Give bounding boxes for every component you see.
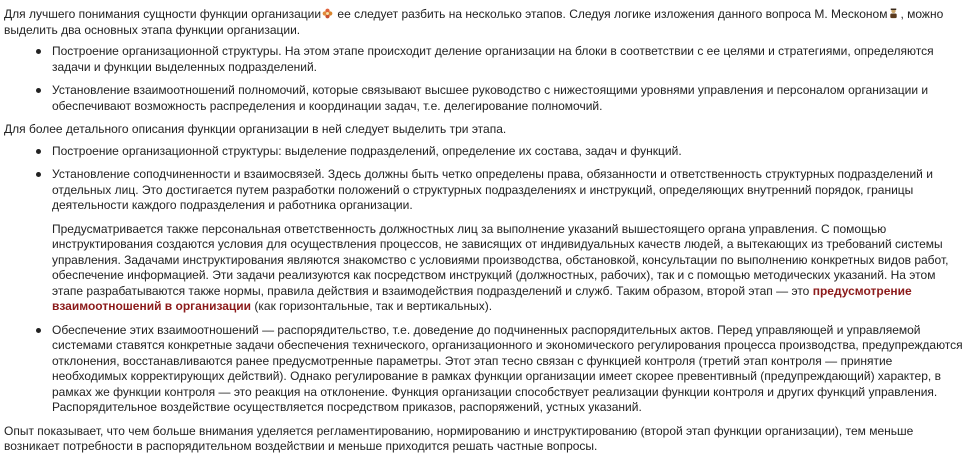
list-item-text: Установление соподчиненности и взаимосвязей. Здесь должны быть четко определены права, обязанности и ответственность структурных подразделений и отдельных лиц. Это достигается путем разработки положений о структурных подразделениях и инструкций, определяющих внутренний порядок, границы деятельности каждого подразделения и работника организации. <box>52 167 933 212</box>
intro-text-2: ее следует разбить на несколько этапов. Следуя логике изложения данного вопроса М. Месконом <box>334 7 888 21</box>
continuation-text: Предусматривается также персональная ответственность должностных лиц за выполнение указаний вышестоящего органа управления. С помощью инструктирования создаются условия для осуществления процессов, не зависящих от индивидуальных качеств людей, а вытекающих из требований системы управления. Задачами инструктирования являются знакомство с условиями производства, обстановкой, консультации по выполнению конкретных видов работ, обеспечение информацией. Эти задачи реализуются как посредством инструкций (должностных, рабочих), так и с помощью методических указаний. На этом этапе разрабатываются также нормы, правила действия и взаимодействия подразделений и служб. Таким образом, второй этап — это <box>52 221 949 298</box>
list-item-continuation <box>52 222 966 315</box>
list-item: Построение организационной структуры. На этом этапе происходит деление организации на блоки в соответствии с ее целями и стратегиями, определяются задачи и функции выделенных подразделений. <box>52 44 966 75</box>
outro-paragraph: Опыт показывает, что чем больше внимания уделяется регламентированию, нормированию и инструктированию (второй этап функции организации), тем меньше возникает потребности в распорядительном воздействии и меньше приходится решать частные вопросы. <box>4 423 914 453</box>
stages-list-two <box>4 44 966 114</box>
three-stages-paragraph: Для более детального описания функции организации в ней следует выделить три этапа. <box>4 122 507 136</box>
person-icon[interactable] <box>888 8 899 19</box>
intro-text-3: , можно выделить два основных этапа функции организации. <box>4 7 944 37</box>
flower-icon[interactable] <box>322 8 333 19</box>
continuation-tail: (как горизонтальные, так и вертикальных). <box>251 299 493 313</box>
list-item: Установление взаимоотношений полномочий, которые связывают высшее руководство с нижестоящими уровнями управления и персоналом организации и обеспечивают возможность распределения и координации задач, т.е. делегирование полномочий. <box>52 83 966 114</box>
intro-paragraph <box>4 7 966 38</box>
stages-list-three <box>4 144 966 416</box>
list-item <box>52 167 966 315</box>
list-item: Обеспечение этих взаимоотношений — распорядительство, т.е. доведение до подчиненных распорядительных актов. Перед управляющей и управляемой системами ставятся конкретные задачи обеспечения технического, организационного и экономического регулирования процесса производства, предупреждаются отклонения, восстанавливаются ранее предусмотренные параметры. Этот этап тесно связан с функцией контроля (третий этап контроля — принятие необходимых корректирующих действий). Однако регулирование в рамках функции организации имеет скорее превентивный (предупреждающий) характер, в рамках же функции контроля — это реакция на отклонение. Функция организации способствует реализации функции контроля и других функций управления. Распорядительное воздействие осуществляется посредством приказов, распоряжений, устных указаний. <box>52 323 966 416</box>
relations-link[interactable]: предусмотрение взаимоотношений в организации <box>52 283 912 313</box>
intro-text-1: Для лучшего понимания сущности функции организации <box>4 7 322 21</box>
list-item: Построение организационной структуры: выделение подразделений, определение их состава, задач и функций. <box>52 144 966 160</box>
